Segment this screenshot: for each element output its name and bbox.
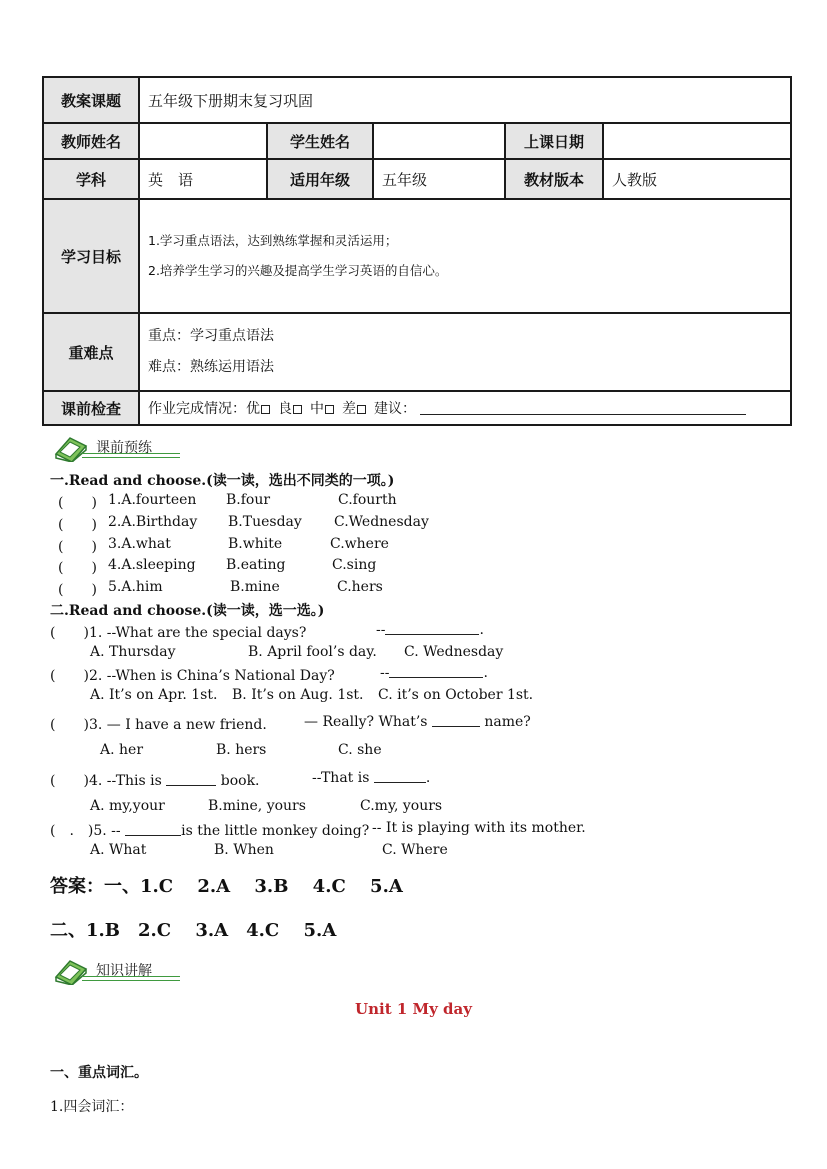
- part1-title: 一.Read and choose.(读一读，选出不同类的一项。): [50, 473, 395, 489]
- answer-blank[interactable]: [125, 823, 181, 836]
- part2-options-4: A. my,your B.mine, yours C.my, yours: [90, 798, 443, 814]
- subject-value: 英 语: [139, 159, 267, 199]
- edition-value: 人教版: [603, 159, 791, 199]
- answer-blank[interactable]: [385, 622, 479, 635]
- part1-item: ( ) 5.A.him B.mine C.hers: [58, 579, 383, 598]
- part2-options-1: A. Thursday B. April fool’s day. C. Wednesday: [90, 644, 504, 660]
- part2-question-5: ( . )5. -- is the little monkey doing? -- It is playing with its mother.: [50, 820, 586, 839]
- keypoint-item: 难点：熟练运用语法: [148, 359, 274, 375]
- check-option-good: 良: [278, 401, 292, 417]
- check-suggest-label: 建议：: [374, 401, 416, 417]
- student-label: 学生姓名: [267, 123, 373, 159]
- answer-blank[interactable]: [389, 665, 483, 678]
- check-option-fair: 中: [310, 401, 324, 417]
- part1-item: ( ) 2.A.Birthday B.Tuesday C.Wednesday: [58, 514, 429, 533]
- part1-item: ( ) 3.A.what B.white C.where: [58, 536, 389, 555]
- teacher-field[interactable]: [139, 123, 267, 159]
- check-cell: [139, 391, 791, 425]
- check-option-excellent: 优: [246, 401, 260, 417]
- keypoints-label: 重难点: [43, 313, 139, 391]
- vocab-subheading: 1.四会词汇：: [50, 1099, 134, 1115]
- answer-blank[interactable]: [166, 773, 216, 786]
- answers-line-2: 二、1.B 2.C 3.A 4.C 5.A: [50, 920, 337, 941]
- part2-options-2: A. It’s on Apr. 1st. B. It’s on Aug. 1st. C. it’s on October 1st.: [90, 687, 534, 703]
- answers-line-1: 答案：一、1.C 2.A 3.B 4.C 5.A: [50, 876, 403, 897]
- teacher-label: 教师姓名: [43, 123, 139, 159]
- part2-question-2: ( )2. --When is China’s National Day? -- .: [50, 665, 488, 684]
- answer-blank[interactable]: [374, 770, 426, 783]
- checkbox-good[interactable]: [293, 405, 302, 414]
- check-option-poor: 差: [342, 401, 356, 417]
- goal-item: 1.学习重点语法，达到熟练掌握和灵活运用；: [148, 233, 398, 248]
- keypoint-item: 重点：学习重点语法: [148, 328, 274, 344]
- goals-label: 学习目标: [43, 199, 139, 313]
- grade-label: 适用年级: [267, 159, 373, 199]
- part1-item: ( ) 1.A.fourteen B.four C.fourth: [58, 492, 397, 511]
- topic-value: 五年级下册期末复习巩固: [139, 77, 791, 123]
- section-banner-preview: [52, 432, 180, 462]
- subject-label: 学科: [43, 159, 139, 199]
- part2-question-4: ( )4. --This is book. --That is .: [50, 770, 431, 789]
- banner-title: 课前预练: [96, 440, 152, 456]
- part2-options-3: A. her B. hers C. she: [100, 742, 382, 758]
- grade-value: 五年级: [373, 159, 505, 199]
- section-banner-lecture: [52, 955, 180, 985]
- goals-cell: [139, 199, 791, 313]
- goal-item: 2.培养学生学习的兴趣及提高学生学习英语的自信心。: [148, 263, 448, 278]
- date-label: 上课日期: [505, 123, 603, 159]
- part2-title: 二.Read and choose.(读一读，选一选。): [50, 603, 325, 619]
- part2-options-5: A. What B. When C. Where: [90, 842, 448, 858]
- part2-question-3: ( )3. — I have a new friend. — Really? What’s name?: [50, 714, 531, 733]
- part1-item: ( ) 4.A.sleeping B.eating C.sing: [58, 557, 377, 576]
- part2-question-1: ( )1. --What are the special days? -- .: [50, 622, 484, 641]
- checkbox-poor[interactable]: [357, 405, 366, 414]
- unit-title: Unit 1 My day: [355, 1000, 472, 1018]
- lesson-header-table: [42, 76, 792, 426]
- checkbox-excellent[interactable]: [261, 405, 270, 414]
- topic-label: 教案课题: [43, 77, 139, 123]
- check-prefix: 作业完成情况：: [148, 401, 246, 417]
- answer-blank[interactable]: [432, 714, 480, 727]
- date-field[interactable]: [603, 123, 791, 159]
- checkbox-fair[interactable]: [325, 405, 334, 414]
- vocab-heading: 一、重点词汇。: [50, 1065, 148, 1081]
- suggestion-blank[interactable]: [420, 402, 746, 415]
- student-field[interactable]: [373, 123, 505, 159]
- edition-label: 教材版本: [505, 159, 603, 199]
- check-label: 课前检查: [43, 391, 139, 425]
- banner-title: 知识讲解: [96, 963, 152, 979]
- keypoints-cell: [139, 313, 791, 391]
